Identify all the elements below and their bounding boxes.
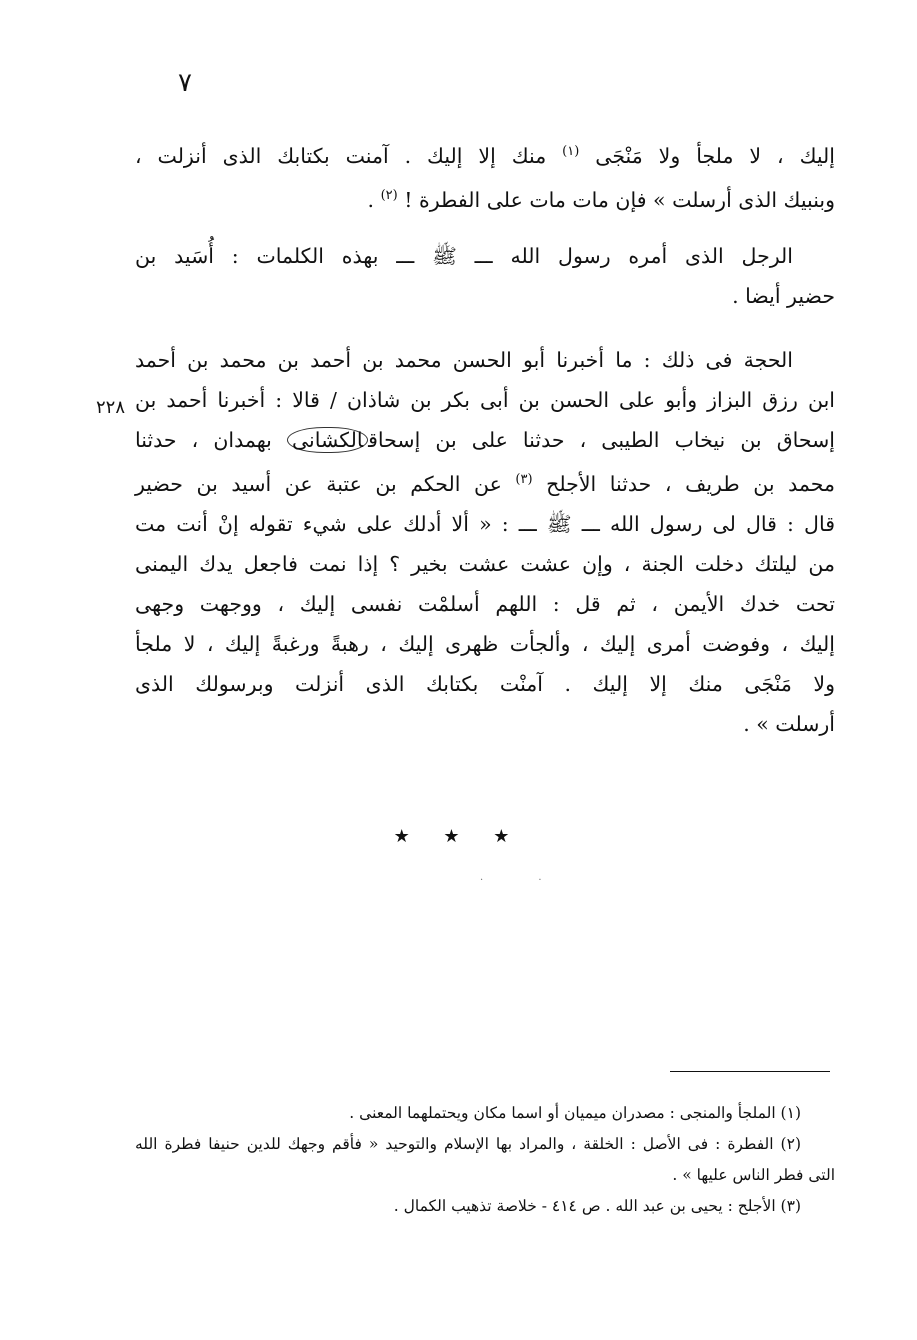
paragraph-3-line-3-text-b: بهمدان ، حدثنا <box>135 428 272 452</box>
section-separator: ★ ★ ★ <box>393 826 524 847</box>
paragraph-3-line-8: إليك ، وفوضت أمرى إليك ، وألجأت ظهرى إليك ، رهبةً ورغبةً إليك ، لا ملجأ <box>135 631 835 656</box>
footnotes <box>135 1098 835 1222</box>
paragraph-1-line-1 <box>135 132 835 176</box>
footnote-ref-2[interactable]: (٢) <box>380 187 398 203</box>
paragraph-3-line-2: ابن رزق البزاز وأبو على الحسن بن أبى بكر بن شاذان / قالا : أخبرنا أحمد بن <box>135 388 835 412</box>
paragraph-3-line-3 <box>135 420 835 460</box>
paragraph-3-line-4 <box>135 460 835 504</box>
footnote-2-line-2: التى فطر الناس عليها » . <box>672 1166 835 1184</box>
paragraph-1-line-1-text: إليك ، لا ملجأ ولا مَنْجَى <box>595 143 835 168</box>
paragraph-3-line-1: الحجة فى ذلك : ما أخبرنا أبو الحسن محمد بن أحمد بن محمد بن أحمد <box>135 348 793 372</box>
scan-specks: · · <box>480 875 568 886</box>
paragraph-3-line-10: أرسلت » . <box>743 711 835 736</box>
paragraph-2 <box>135 236 835 316</box>
paragraph-1-line-2-text: وبنبيك الذى أرسلت » فإن مات مات على الفطرة ! <box>404 187 835 212</box>
margin-page-reference: ٢٢٨ <box>96 397 126 418</box>
paragraph-3-line-4-text-b: عن الحكم بن عتبة عن أسيد بن حضير <box>135 471 502 496</box>
paragraph-3-line-4-text-a: محمد بن طريف ، حدثنا الأجلح <box>546 471 835 496</box>
paragraph-3-line-7: تحت خدك الأيمن ، ثم قل : اللهم أسلمْت نفسى إليك ، ووجهت وجهى <box>135 591 835 616</box>
paragraph-3 <box>135 340 835 744</box>
page-number: ٧ <box>178 68 192 98</box>
footnote-rule <box>670 1071 830 1072</box>
paragraph-3-line-5: قال : قال لى رسول الله ـــ ﷺ ـــ : « ألا أدلك على شيء تقوله إنْ أنت مت <box>135 511 835 536</box>
circled-word: الكشانى <box>287 427 368 453</box>
footnote-ref-3[interactable]: (٣) <box>515 472 533 487</box>
paragraph-3-line-6: من ليلتك دخلت الجنة ، وإن عشت عشت بخير ؟ إذا نمت فاجعل يدك اليمنى <box>135 551 835 576</box>
paragraph-1-line-2-end: . <box>367 187 375 212</box>
paragraph-3-line-3-text-a: إسحاق بن نيخاب الطيبى ، حدثنا على بن إسحاق <box>368 428 835 452</box>
footnote-ref-1[interactable]: (١) <box>562 144 580 159</box>
footnote-1: (١) الملجأ والمنجى : مصدران ميميان أو اسما مكان ويحتملهما المعنى . <box>349 1104 801 1122</box>
paragraph-1-line-1-text-b: منك إلا إليك . آمنت بكتابك الذى أنزلت ، <box>135 143 547 168</box>
footnote-2-line-1: (٢) الفطرة : فى الأصل : الخلقة ، والمراد بها الإسلام والتوحيد « فأقم وجهك للدين حنيفا فطرة الله <box>135 1135 801 1153</box>
paragraph-2-line-1: الرجل الذى أمره رسول الله ـــ ﷺ ـــ بهذه الكلمات : أُسَيد بن <box>135 244 793 268</box>
paragraph-2-line-2: حضير أيضا . <box>732 284 835 308</box>
footnote-3: (٣) الأجلح : يحيى بن عبد الله . ص ٤١٤ - خلاصة تذهيب الكمال . <box>393 1197 801 1215</box>
paragraph-3-line-9: ولا مَنْجَى منك إلا إليك . آمنْت بكتابك الذى أنزلت وبرسولك الذى <box>135 671 835 696</box>
paragraph-1-line-2 <box>135 176 835 220</box>
paragraph-1 <box>135 132 835 220</box>
